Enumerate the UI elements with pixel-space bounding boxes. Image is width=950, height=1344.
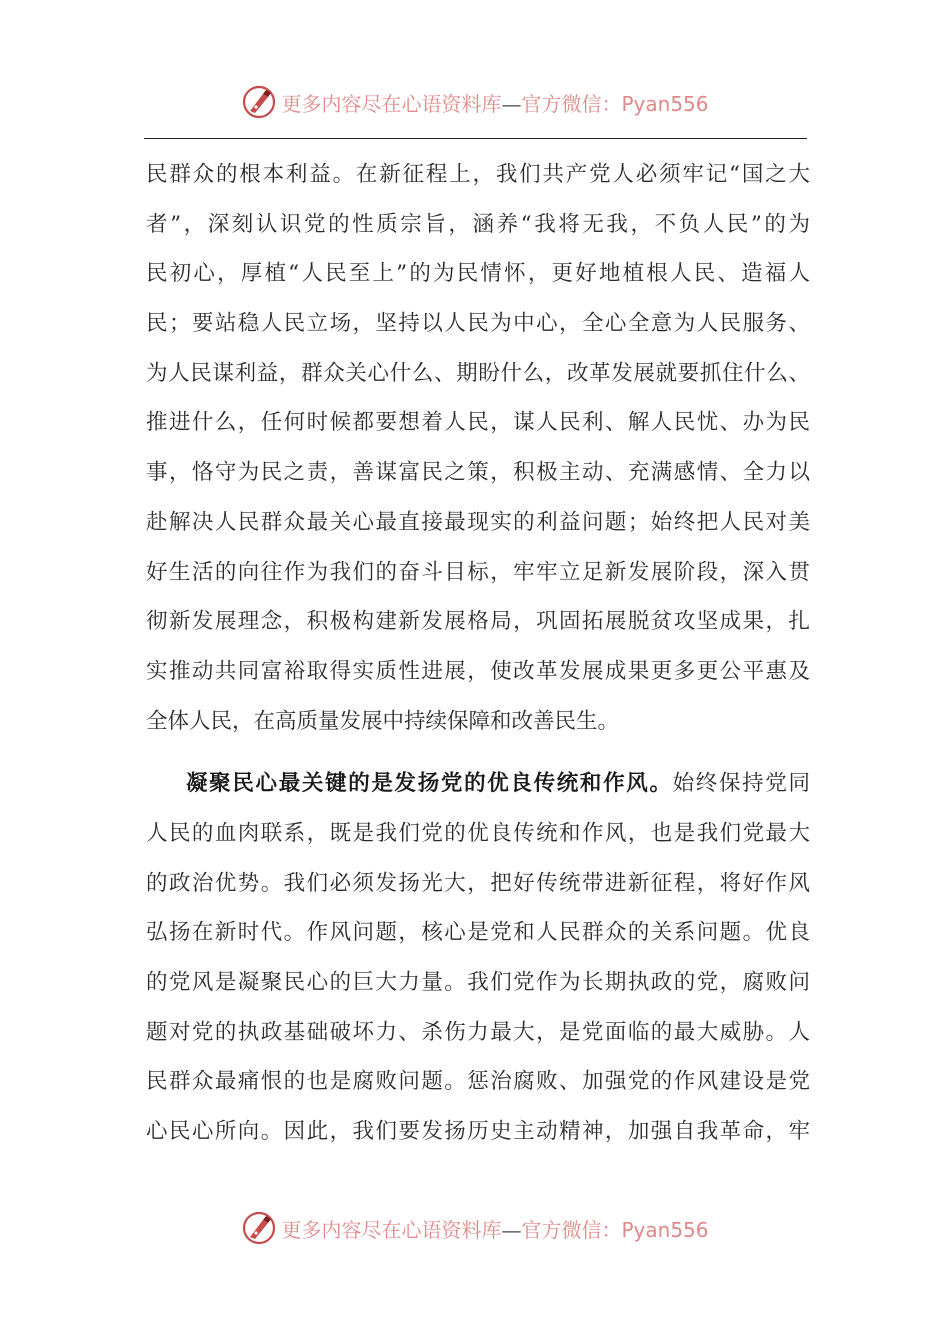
footer-wechat-id: Pyan556: [621, 1217, 709, 1242]
text-line: 事，恪守为民之责，善谋富民之策，积极主动、充满感情、全力以: [146, 460, 810, 486]
pen-nib-logo-icon: [241, 1210, 277, 1246]
header-brand: 更多内容尽在心语资料库: [281, 91, 502, 116]
text-line: 弘扬在新时代。作风问题，核心是党和人民群众的关系问题。优良: [146, 920, 810, 946]
footer-banner: [0, 1208, 950, 1248]
paragraph-1: [146, 150, 810, 746]
footer-wechat-label: 官方微信：: [521, 1217, 622, 1242]
paragraph-2-bold-lead: 凝聚民心最关键的是发扬党的优良传统和作风。: [186, 771, 673, 797]
header-wechat-label: 官方微信：: [521, 91, 622, 116]
pen-nib-logo-icon: [241, 84, 277, 120]
text-line: 全体人民，在高质量发展中持续保障和改善民生。: [146, 708, 620, 734]
text-line: 题对党的执政基础破坏力、杀伤力最大，是党面临的最大威胁。人: [146, 1019, 810, 1045]
header-separator: —: [501, 91, 522, 116]
header-banner: [0, 82, 950, 122]
paragraph-2: [146, 759, 810, 1157]
text-line: 民；要站稳人民立场，坚持以人民为中心，全心全意为人民服务、: [146, 311, 810, 337]
text-line: 民群众的根本利益。在新征程上，我们共产党人必须牢记“国之大: [146, 162, 810, 187]
text-line: 推进什么，任何时候都要想着人民，谋人民利、解人民忧、办为民: [146, 410, 810, 436]
text-line: 的党风是凝聚民心的巨大力量。我们党作为长期执政的党，腐败问: [146, 970, 810, 995]
text-line: 的政治优势。我们必须发扬光大，把好传统带进新征程，将好作风: [146, 870, 810, 896]
header-wechat-id: Pyan556: [621, 91, 709, 116]
header-text: [281, 88, 708, 117]
text-line: 民群众最痛恨的也是腐败问题。惩治腐败、加强党的作风建设是党: [146, 1069, 810, 1095]
text-line: 者”，深刻认识党的性质宗旨，涵养“我将无我，不负人民”的为: [146, 211, 810, 237]
header-divider: [144, 138, 807, 139]
footer-text: [281, 1214, 708, 1243]
text-line: 赴解决人民群众最关心最直接最现实的利益问题；始终把人民对美: [146, 509, 810, 535]
text-line: 为人民谋利益，群众关心什么、期盼什么，改革发展就要抓住什么、: [146, 360, 810, 386]
text-line: 民初心，厚植“人民至上”的为民情怀，更好地植根人民、造福人: [146, 261, 810, 287]
text-line: 心民心所向。因此，我们要发扬历史主动精神，加强自我革命，牢: [146, 1119, 810, 1145]
text-line: 彻新发展理念，积极构建新发展格局，巩固拓展脱贫攻坚成果，扎: [146, 609, 810, 635]
paragraph-2-first-rest: 始终保持党同: [672, 771, 810, 797]
footer-brand: 更多内容尽在心语资料库: [281, 1217, 502, 1242]
text-line: 好生活的向往作为我们的奋斗目标，牢牢立足新发展阶段，深入贯: [146, 559, 810, 585]
text-line: 人民的血肉联系，既是我们党的优良传统和作风，也是我们党最大: [146, 820, 810, 846]
text-line: 实推动共同富裕取得实质性进展，使改革发展成果更多更公平惠及: [146, 658, 810, 684]
footer-separator: —: [501, 1217, 522, 1242]
document-body: [146, 150, 810, 1157]
paragraph-2-first-line: [146, 759, 810, 809]
